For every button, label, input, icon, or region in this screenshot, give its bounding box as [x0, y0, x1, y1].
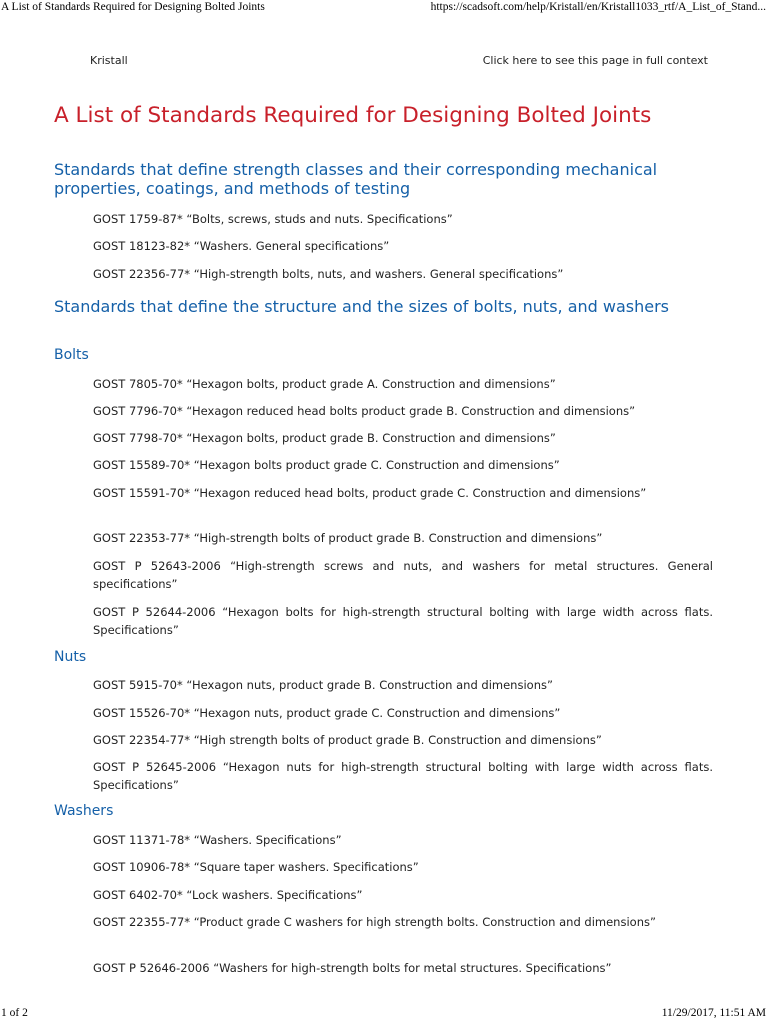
- list-item: GOST 7796-70* “Hexagon reduced head bolts product grade B. Construction and dimensions”: [93, 404, 636, 418]
- print-header-title: A List of Standards Required for Designing Bolted Joints: [1, 1, 265, 13]
- list-item: GOST 18123-82* “Washers. General specifications”: [93, 239, 390, 253]
- list-item: GOST P 52643-2006 “High-strength screws and nuts, and washers for metal structures. General specifications”: [93, 559, 713, 591]
- list-item: GOST 15591-70* “Hexagon reduced head bolts, product grade C. Construction and dimensions”: [93, 486, 647, 500]
- list-item: GOST 22355-77* “Product grade C washers for high strength bolts. Construction and dimensions”: [93, 915, 656, 929]
- breadcrumb[interactable]: Kristall: [90, 54, 128, 67]
- list-item: GOST 22354-77* “High strength bolts of product grade B. Construction and dimensions”: [93, 733, 602, 747]
- print-datetime: 11/29/2017, 11:51 AM: [661, 1007, 766, 1019]
- list-item: GOST 22356-77* “High-strength bolts, nuts, and washers. General specifications”: [93, 267, 564, 281]
- section-heading-structure: Standards that define the structure and the sizes of bolts, nuts, and washers: [54, 297, 670, 316]
- print-header-url: https://scadsoft.com/help/Kristall/en/Kristall1033_rtf/A_List_of_Stand...: [430, 1, 766, 13]
- list-item: GOST 10906-78* “Square taper washers. Specifications”: [93, 860, 419, 874]
- list-item: GOST 5915-70* “Hexagon nuts, product grade B. Construction and dimensions”: [93, 678, 553, 692]
- page-title: A List of Standards Required for Designing Bolted Joints: [54, 103, 652, 128]
- print-footer: [0, 1007, 768, 1023]
- list-item: GOST P 52644-2006 “Hexagon bolts for high-strength structural bolting with large width across flats. Specifications”: [93, 605, 713, 637]
- list-item: GOST P 52645-2006 “Hexagon nuts for high-strength structural bolting with large width across flats. Specifications”: [93, 760, 713, 792]
- list-item: GOST 15526-70* “Hexagon nuts, product grade C. Construction and dimensions”: [93, 706, 561, 720]
- subheading-nuts: Nuts: [54, 649, 87, 665]
- list-item: GOST 15589-70* “Hexagon bolts product grade C. Construction and dimensions”: [93, 458, 560, 472]
- subheading-washers: Washers: [54, 803, 114, 819]
- page-number: 1 of 2: [1, 1007, 28, 1019]
- list-item: GOST 1759-87* “Bolts, screws, studs and nuts. Specifications”: [93, 212, 453, 226]
- full-context-link[interactable]: Click here to see this page in full context: [482, 54, 708, 67]
- subheading-bolts: Bolts: [54, 347, 89, 363]
- list-item: GOST P 52646-2006 “Washers for high-strength bolts for metal structures. Specifications”: [93, 961, 612, 975]
- list-item: GOST 22353-77* “High-strength bolts of product grade B. Construction and dimensions”: [93, 531, 603, 545]
- section-heading-strength: Standards that define strength classes and their corresponding mechanical properties, coatings, and methods of testing: [54, 160, 658, 198]
- list-item: GOST 11371-78* “Washers. Specifications”: [93, 833, 342, 847]
- list-item: GOST 6402-70* “Lock washers. Specifications”: [93, 888, 363, 902]
- list-item: GOST 7798-70* “Hexagon bolts, product grade B. Construction and dimensions”: [93, 431, 556, 445]
- list-item: GOST 7805-70* “Hexagon bolts, product grade A. Construction and dimensions”: [93, 377, 556, 391]
- print-header: [0, 0, 768, 16]
